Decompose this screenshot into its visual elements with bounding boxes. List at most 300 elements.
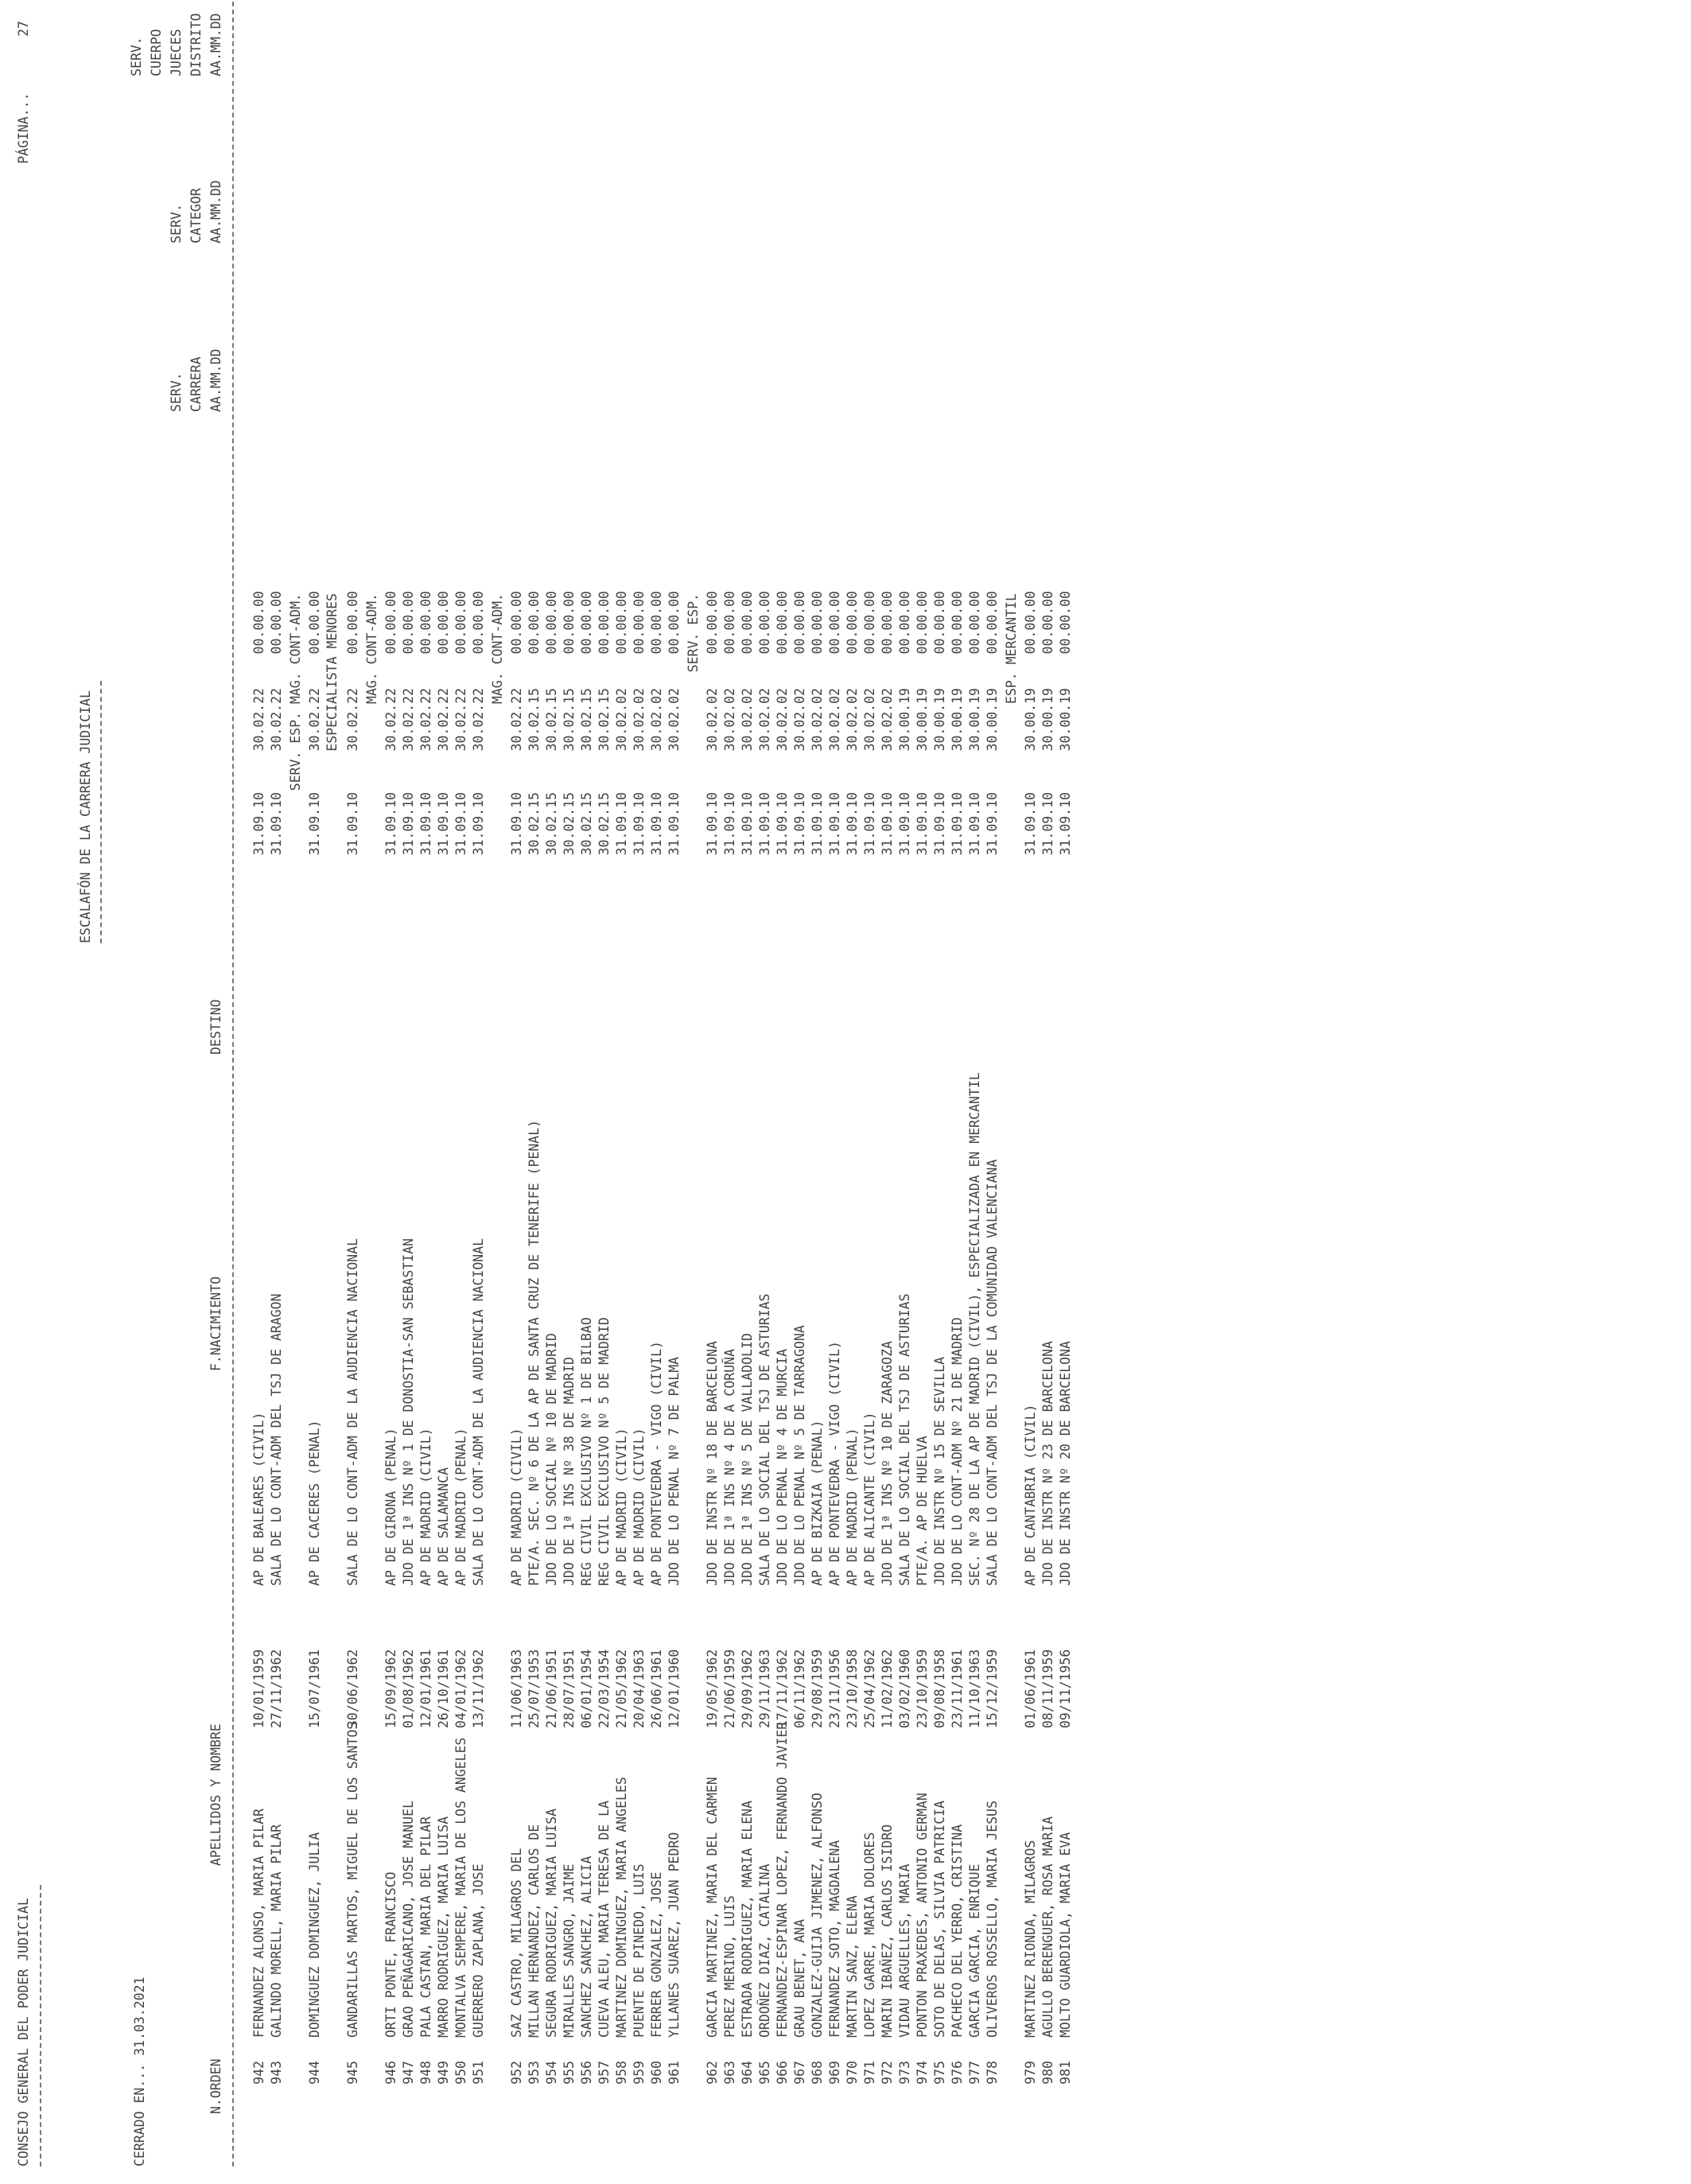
service-corps-cell: 00.00.00: [1023, 591, 1038, 655]
header-c2-line2: CATEGOR: [189, 188, 204, 243]
service-career-cell: 31.09.10: [880, 792, 895, 856]
birth-date-cell: 08/11/1959: [1040, 1649, 1055, 1728]
table-row: [829, 0, 846, 2184]
service-career-cell: 31.09.10: [471, 792, 486, 856]
service-career-cell: 30.02.15: [544, 792, 559, 856]
service-category-cell: 30.02.02: [632, 688, 647, 752]
service-category-cell: 30.02.02: [757, 688, 772, 752]
service-career-cell: 31.09.10: [862, 792, 877, 856]
name-cell: ESTRADA RODRIGUEZ, MARIA ELENA: [740, 1800, 755, 2038]
table-row: [651, 0, 668, 2184]
name-cell: SAZ CASTRO, MILAGROS DEL: [509, 1848, 524, 2038]
service-corps-cell: 00.00.00: [544, 591, 559, 655]
name-cell: GARCIA MARTINEZ, MARIA DEL CARMEN: [705, 1777, 720, 2038]
order-cell: 951: [471, 2061, 486, 2085]
birth-date-cell: 11/10/1963: [967, 1649, 982, 1728]
name-cell: LOPEZ GARRE, MARIA DOLORES: [862, 1832, 877, 2038]
table-row: [724, 0, 741, 2184]
service-category-cell: 30.02.02: [880, 688, 895, 752]
destination-cell: AP DE MADRID (PENAL): [845, 1428, 860, 1586]
header-c1-line2: CARRERA: [189, 356, 204, 412]
table-row: [811, 0, 829, 2184]
order-cell: 981: [1058, 2061, 1073, 2085]
service-category-cell: 30.02.15: [544, 688, 559, 752]
name-cell: DOMINGUEZ DOMINGUEZ, JULIA: [307, 1832, 322, 2038]
order-cell: 952: [509, 2061, 524, 2085]
service-career-cell: 31.09.10: [950, 792, 965, 856]
table-row: [528, 0, 546, 2184]
table-row: [864, 0, 881, 2184]
order-cell: 957: [597, 2061, 612, 2085]
table-row: [794, 0, 811, 2184]
service-career-cell: 30.02.15: [579, 792, 594, 856]
service-category-cell: 30.02.15: [597, 688, 612, 752]
name-cell: MARTIN SANZ, ELENA: [845, 1895, 860, 2038]
table-row: [385, 0, 402, 2184]
order-cell: 976: [950, 2061, 965, 2085]
name-cell: SOTO DE DELAS, SILVIA PATRICIA: [932, 1800, 947, 2038]
service-corps-cell: 00.00.00: [827, 591, 842, 655]
order-cell: 942: [251, 2061, 266, 2085]
org-title: CONSEJO GENERAL DEL PODER JUDICIAL: [16, 1898, 31, 2167]
header-c1-line1: SERV.: [169, 372, 184, 412]
birth-date-cell: 26/10/1961: [436, 1649, 451, 1728]
birth-date-cell: 01/08/1962: [401, 1649, 416, 1728]
order-cell: 975: [932, 2061, 947, 2085]
name-cell: MIRALLES SANGRO, JAIME: [562, 1863, 577, 2038]
name-cell: MOLTO GUARDIOLA, MARIA EVA: [1058, 1832, 1073, 2038]
order-cell: 964: [740, 2061, 755, 2085]
service-career-cell: 31.09.10: [649, 792, 664, 856]
service-corps-cell: 00.00.00: [862, 591, 877, 655]
birth-date-cell: 04/01/1962: [453, 1649, 468, 1728]
service-corps-cell: 00.00.00: [649, 591, 664, 655]
birth-date-cell: 22/03/1954: [597, 1649, 612, 1728]
service-category-cell: 30.00.19: [932, 688, 947, 752]
order-cell: 974: [915, 2061, 930, 2085]
service-career-cell: 31.09.10: [345, 792, 360, 856]
order-cell: 945: [345, 2061, 360, 2085]
name-cell: PACHECO DEL YERRO, CRISTINA: [950, 1824, 965, 2038]
destination-cell: JDO DE 1ª INS Nº 10 DE ZARAGOZA: [880, 1341, 895, 1586]
service-career-cell: 31.09.10: [509, 792, 524, 856]
order-cell: 965: [757, 2061, 772, 2085]
service-category-cell: 30.02.15: [527, 688, 542, 752]
service-career-cell: 31.09.10: [453, 792, 468, 856]
order-cell: 969: [827, 2061, 842, 2085]
table-row: [309, 0, 326, 2184]
service-category-cell: 30.00.19: [1040, 688, 1055, 752]
name-cell: PEREZ MERINO, LUIS: [722, 1895, 737, 2038]
service-corps-cell: 00.00.00: [418, 591, 433, 655]
table-row: [986, 0, 1004, 2184]
service-category-cell: 30.02.22: [401, 688, 416, 752]
destination-cell: JDO DE INSTR Nº 20 DE BARCELONA: [1058, 1341, 1073, 1586]
service-career-cell: 31.09.10: [827, 792, 842, 856]
service-category-cell: 30.02.02: [667, 688, 682, 752]
name-cell: YLLANES SUAREZ, JUAN PEDRO: [667, 1832, 682, 2038]
order-cell: 966: [775, 2061, 790, 2085]
destination-cell: JDO DE 1ª INS Nº 38 DE MADRID: [562, 1356, 577, 1586]
name-cell: MARTINEZ DOMINGUEZ, MARIA ANGELES: [614, 1777, 629, 2038]
name-cell: GRAO PEÑAGARICANO, JOSE MANUEL: [401, 1800, 416, 2038]
name-cell: GRAU BENET, ANA: [792, 1918, 807, 2038]
destination-cell: JDO DE LO PENAL Nº 5 DE TARRAGONA: [792, 1325, 807, 1586]
service-corps-cell: 00.00.00: [757, 591, 772, 655]
birth-date-cell: 21/05/1962: [614, 1649, 629, 1728]
order-cell: 956: [579, 2061, 594, 2085]
service-category-cell: 30.02.22: [509, 688, 524, 752]
service-corps-cell: 00.00.00: [722, 591, 737, 655]
header-c3-line1: SERV.: [129, 37, 144, 76]
name-cell: FERRER GONZALEZ, JOSE: [649, 1871, 664, 2038]
annotation-note: ESPECIALISTA MENORES: [325, 593, 340, 752]
service-corps-cell: 00.00.00: [880, 591, 895, 655]
birth-date-cell: 29/11/1963: [757, 1649, 772, 1728]
destination-cell: SALA DE LO SOCIAL DEL TSJ DE ASTURIAS: [757, 1293, 772, 1586]
service-career-cell: 31.09.10: [705, 792, 720, 856]
destination-cell: JDO DE 1ª INS Nº 1 DE DONOSTIA-SAN SEBASTIAN: [401, 1238, 416, 1586]
service-category-cell: 30.02.02: [792, 688, 807, 752]
annotation-note: SERV. ESP. MAG. CONT-ADM.: [288, 593, 303, 791]
service-corps-cell: 00.00.00: [401, 591, 416, 655]
destination-cell: AP DE PONTEVEDRA - VIGO (CIVIL): [649, 1341, 664, 1586]
table-row: [598, 0, 616, 2184]
birth-date-cell: 23/11/1961: [950, 1649, 965, 1728]
service-category-cell: 30.02.22: [436, 688, 451, 752]
name-cell: AGULLO BERENGUER, ROSA MARIA: [1040, 1816, 1055, 2038]
birth-date-cell: 11/02/1962: [880, 1649, 895, 1728]
service-corps-cell: 00.00.00: [471, 591, 486, 655]
destination-cell: AP DE BALEARES (CIVIL): [251, 1412, 266, 1586]
name-cell: PALA CASTAN, MARIA DEL PILAR: [418, 1816, 433, 2038]
order-cell: 948: [418, 2061, 433, 2085]
header-c3-line4: DISTRITO: [189, 13, 204, 76]
table-row: [776, 0, 794, 2184]
destination-cell: AP DE ALICANTE (CIVIL): [862, 1412, 877, 1586]
birth-date-cell: 15/12/1959: [985, 1649, 1000, 1728]
birth-date-cell: 25/04/1962: [862, 1649, 877, 1728]
name-cell: GARCIA GARCIA, ENRIQUE: [967, 1863, 982, 2038]
birth-date-cell: 20/04/1963: [632, 1649, 647, 1728]
service-category-cell: 30.02.02: [740, 688, 755, 752]
header-rule: [232, 2, 234, 2167]
table-row: [347, 0, 364, 2184]
service-category-cell: 30.02.02: [862, 688, 877, 752]
name-cell: MARIN IBAÑEZ, CARLOS ISIDRO: [880, 1824, 895, 2038]
birth-date-cell: 23/11/1956: [827, 1649, 842, 1728]
order-cell: 968: [810, 2061, 825, 2085]
name-cell: GANDARILLAS MARTOS, MIGUEL DE LOS SANTOS: [345, 1721, 360, 2038]
service-career-cell: 31.09.10: [269, 792, 284, 856]
birth-date-cell: 06/01/1954: [579, 1649, 594, 1728]
order-cell: 947: [401, 2061, 416, 2085]
birth-date-cell: 27/11/1962: [269, 1649, 284, 1728]
service-corps-cell: 00.00.00: [307, 591, 322, 655]
destination-cell: JDO DE INSTR Nº 23 DE BARCELONA: [1040, 1341, 1055, 1586]
birth-date-cell: 01/06/1961: [1023, 1649, 1038, 1728]
service-career-cell: 31.09.10: [915, 792, 930, 856]
birth-date-cell: 17/11/1962: [775, 1649, 790, 1728]
name-cell: ORTI PONTE, FRANCISCO: [383, 1871, 398, 2038]
service-career-cell: 31.09.10: [810, 792, 825, 856]
destination-cell: AP DE PONTEVEDRA - VIGO (CIVIL): [827, 1341, 842, 1586]
table-row: [706, 0, 724, 2184]
service-corps-cell: 00.00.00: [269, 591, 284, 655]
table-row: [969, 0, 986, 2184]
birth-date-cell: 15/07/1961: [307, 1649, 322, 1728]
destination-cell: AP DE BIZKAIA (PENAL): [810, 1420, 825, 1586]
table-row: [437, 0, 455, 2184]
order-cell: 944: [307, 2061, 322, 2085]
name-cell: MARTINEZ RIONDA, MILAGROS: [1023, 1840, 1038, 2038]
table-row: [668, 0, 686, 2184]
order-cell: 958: [614, 2061, 629, 2085]
order-cell: 943: [269, 2061, 284, 2085]
service-career-cell: 31.09.10: [775, 792, 790, 856]
service-corps-cell: 00.00.00: [740, 591, 755, 655]
header-destination: DESTINO: [208, 999, 224, 1055]
service-corps-cell: 00.00.00: [527, 591, 542, 655]
service-career-cell: 31.09.10: [985, 792, 1000, 856]
service-corps-cell: 00.00.00: [775, 591, 790, 655]
table-row: [472, 0, 490, 2184]
name-cell: GALINDO MORELL, MARIA PILAR: [269, 1824, 284, 2038]
table-row: [270, 0, 288, 2184]
birth-date-cell: 11/06/1963: [509, 1649, 524, 1728]
service-category-cell: 30.02.22: [453, 688, 468, 752]
birth-date-cell: 09/08/1958: [932, 1649, 947, 1728]
service-career-cell: 31.09.10: [307, 792, 322, 856]
birth-date-cell: 28/07/1951: [562, 1649, 577, 1728]
service-career-cell: 31.09.10: [757, 792, 772, 856]
order-cell: 962: [705, 2061, 720, 2085]
table-row: [253, 0, 270, 2184]
service-corps-cell: 00.00.00: [932, 591, 947, 655]
service-category-cell: 30.00.19: [950, 688, 965, 752]
destination-cell: AP DE MADRID (CIVIL): [632, 1428, 647, 1586]
service-category-cell: 30.02.22: [307, 688, 322, 752]
service-corps-cell: 00.00.00: [1058, 591, 1073, 655]
table-row: [402, 0, 420, 2184]
destination-cell: SALA DE LO CONT-ADM DEL TSJ DE ARAGON: [269, 1293, 284, 1586]
service-career-cell: 31.09.10: [401, 792, 416, 856]
order-cell: 950: [453, 2061, 468, 2085]
service-category-cell: 30.00.19: [1058, 688, 1073, 752]
name-cell: FERNANDEZ ALONSO, MARIA PILAR: [251, 1808, 266, 2038]
service-corps-cell: 00.00.00: [810, 591, 825, 655]
document-title: ESCALAFÓN DE LA CARRERA JUDICIAL: [78, 690, 93, 943]
service-corps-cell: 00.00.00: [509, 591, 524, 655]
name-cell: OLIVEROS ROSSELLO, MARIA JESUS: [985, 1800, 1000, 2038]
birth-date-cell: 13/11/1962: [471, 1649, 486, 1728]
table-row: [616, 0, 633, 2184]
table-row: [899, 0, 916, 2184]
destination-cell: JDO DE LO SOCIAL Nº 10 DE MADRID: [544, 1333, 559, 1586]
birth-date-cell: 25/07/1953: [527, 1649, 542, 1728]
name-cell: MILLAN HERNANDEZ, CARLOS DE: [527, 1824, 542, 2038]
destination-cell: JDO DE LO CONT-ADM Nº 21 DE MADRID: [950, 1317, 965, 1586]
service-career-cell: 31.09.10: [667, 792, 682, 856]
service-corps-cell: 00.00.00: [345, 591, 360, 655]
service-career-cell: 31.09.10: [1023, 792, 1038, 856]
birth-date-cell: 23/10/1958: [845, 1649, 860, 1728]
table-row: [455, 0, 472, 2184]
service-category-cell: 30.02.15: [562, 688, 577, 752]
name-cell: FERNANDEZ-ESPINAR LOPEZ, FERNANDO JAVIER: [775, 1721, 790, 2038]
destination-cell: AP DE MADRID (CIVIL): [614, 1428, 629, 1586]
birth-date-cell: 21/06/1951: [544, 1649, 559, 1728]
table-row: [563, 0, 581, 2184]
service-career-cell: 30.02.15: [562, 792, 577, 856]
service-category-cell: 30.02.02: [614, 688, 629, 752]
destination-cell: SALA DE LO CONT-ADM DEL TSJ DE LA COMUNIDAD VALENCIANA: [985, 1159, 1000, 1586]
destination-cell: SALA DE LO SOCIAL DEL TSJ DE ASTURIAS: [897, 1293, 912, 1586]
service-career-cell: 31.09.10: [740, 792, 755, 856]
header-order: N.ORDEN: [208, 2058, 224, 2114]
order-cell: 977: [967, 2061, 982, 2085]
birth-date-cell: 15/09/1962: [383, 1649, 398, 1728]
table-row: [1024, 0, 1042, 2184]
table-row: [759, 0, 776, 2184]
name-cell: CUEVA ALEU, MARIA TERESA DE LA: [597, 1800, 612, 2038]
table-row: [741, 0, 759, 2184]
header-c2-line3: AA.MM.DD: [208, 180, 224, 243]
order-cell: 954: [544, 2061, 559, 2085]
service-career-cell: 31.09.10: [632, 792, 647, 856]
service-category-cell: 30.02.02: [845, 688, 860, 752]
service-corps-cell: 00.00.00: [562, 591, 577, 655]
name-cell: PONTON PRAXEDES, ANTONIO GERMAN: [915, 1793, 930, 2038]
name-cell: GONZALEZ-GUIJA JIMENEZ, ALFONSO: [810, 1793, 825, 2038]
destination-cell: SEC. Nº 28 DE LA AP DE MADRID (CIVIL), ESPECIALIZADA EN MERCANTIL: [967, 1072, 982, 1586]
destination-cell: REG CIVIL EXCLUSIVO Nº 1 DE BILBAO: [579, 1317, 594, 1586]
order-cell: 979: [1023, 2061, 1038, 2085]
service-career-cell: 31.09.10: [418, 792, 433, 856]
destination-cell: AP DE CANTABRIA (CIVIL): [1023, 1404, 1038, 1586]
service-category-cell: 30.02.02: [827, 688, 842, 752]
service-corps-cell: 00.00.00: [436, 591, 451, 655]
service-career-cell: 31.09.10: [251, 792, 266, 856]
service-corps-cell: 00.00.00: [845, 591, 860, 655]
title-underline: [100, 681, 102, 943]
closed-date: CERRADO EN... 31.03.2021: [132, 1976, 147, 2167]
birth-date-cell: 12/01/1961: [418, 1649, 433, 1728]
header-c2-line1: SERV.: [169, 204, 184, 243]
table-row: [633, 0, 651, 2184]
service-corps-cell: 00.00.00: [897, 591, 912, 655]
birth-date-cell: 09/11/1956: [1058, 1649, 1073, 1728]
destination-cell: REG CIVIL EXCLUSIVO Nº 5 DE MADRID: [597, 1317, 612, 1586]
table-row: [916, 0, 934, 2184]
name-cell: MONTALVA SEMPERE, MARIA DE LOS ANGELES: [453, 1737, 468, 2038]
service-corps-cell: 00.00.00: [950, 591, 965, 655]
service-corps-cell: 00.00.00: [915, 591, 930, 655]
service-career-cell: 31.09.10: [1058, 792, 1073, 856]
destination-cell: AP DE CACERES (PENAL): [307, 1420, 322, 1586]
service-category-cell: 30.02.15: [579, 688, 594, 752]
service-category-cell: 30.02.22: [418, 688, 433, 752]
service-corps-cell: 00.00.00: [667, 591, 682, 655]
service-corps-cell: 00.00.00: [251, 591, 266, 655]
birth-date-cell: 29/09/1962: [740, 1649, 755, 1728]
name-cell: SANCHEZ SANCHEZ, ALICIA: [579, 1856, 594, 2038]
annotation-note: SERV. ESP.: [686, 593, 701, 673]
table-row: [546, 0, 563, 2184]
service-career-cell: 31.09.10: [897, 792, 912, 856]
table-row: [881, 0, 899, 2184]
service-category-cell: 30.02.02: [649, 688, 664, 752]
header-c3-line2: CUERPO: [149, 29, 164, 76]
service-career-cell: 31.09.10: [967, 792, 982, 856]
order-cell: 973: [897, 2061, 912, 2085]
order-cell: 963: [722, 2061, 737, 2085]
service-corps-cell: 00.00.00: [453, 591, 468, 655]
order-cell: 978: [985, 2061, 1000, 2085]
table-row: [846, 0, 864, 2184]
destination-cell: SALA DE LO CONT-ADM DE LA AUDIENCIA NACIONAL: [471, 1238, 486, 1586]
service-corps-cell: 00.00.00: [579, 591, 594, 655]
header-birth: F.NACIMIENTO: [208, 1276, 224, 1371]
destination-cell: AP DE SALAMANCA: [436, 1467, 451, 1586]
birth-date-cell: 21/06/1959: [722, 1649, 737, 1728]
destination-cell: AP DE GIRONA (PENAL): [383, 1428, 398, 1586]
destination-cell: PTE/A. SEC. Nº 6 DE LA AP DE SANTA CRUZ DE TENERIFE (PENAL): [527, 1119, 542, 1586]
service-corps-cell: 00.00.00: [1040, 591, 1055, 655]
destination-cell: SALA DE LO CONT-ADM DE LA AUDIENCIA NACIONAL: [345, 1238, 360, 1586]
page-number: 27: [16, 21, 31, 37]
table-row: [1042, 0, 1059, 2184]
service-career-cell: 31.09.10: [792, 792, 807, 856]
table-row: [1059, 0, 1077, 2184]
destination-cell: AP DE MADRID (PENAL): [453, 1428, 468, 1586]
service-category-cell: 30.02.02: [722, 688, 737, 752]
service-category-cell: 30.02.02: [705, 688, 720, 752]
name-cell: SEGURA RODRIGUEZ, MARIA LUISA: [544, 1808, 559, 2038]
service-category-cell: 30.02.02: [775, 688, 790, 752]
destination-cell: JDO DE LO PENAL Nº 7 DE PALMA: [667, 1356, 682, 1586]
service-corps-cell: 00.00.00: [614, 591, 629, 655]
annotation-note: MAG. CONT-ADM.: [364, 593, 379, 705]
annotation-note: ESP. MERCANTIL: [1004, 593, 1019, 705]
birth-date-cell: 10/01/1959: [251, 1649, 266, 1728]
service-career-cell: 30.02.15: [527, 792, 542, 856]
birth-date-cell: 06/11/1962: [792, 1649, 807, 1728]
destination-cell: JDO DE 1ª INS Nº 4 DE A CORUÑA: [722, 1348, 737, 1586]
service-category-cell: 30.00.19: [915, 688, 930, 752]
birth-date-cell: 26/06/1961: [649, 1649, 664, 1728]
service-career-cell: 31.09.10: [383, 792, 398, 856]
name-cell: MARRO RODRIGUEZ, MARIA LUISA: [436, 1816, 451, 2038]
service-career-cell: 31.09.10: [614, 792, 629, 856]
org-underline: [40, 1885, 41, 2167]
service-career-cell: 31.09.10: [932, 792, 947, 856]
destination-cell: JDO DE INSTR Nº 15 DE SEVILLA: [932, 1356, 947, 1586]
service-career-cell: 30.02.15: [597, 792, 612, 856]
header-name: APELLIDOS Y NOMBRE: [208, 1723, 224, 1866]
order-cell: 967: [792, 2061, 807, 2085]
name-cell: PUENTE DE PINEDO, LUIS: [632, 1863, 647, 2038]
service-career-cell: 31.09.10: [1040, 792, 1055, 856]
service-corps-cell: 00.00.00: [383, 591, 398, 655]
order-cell: 946: [383, 2061, 398, 2085]
service-category-cell: 30.02.22: [251, 688, 266, 752]
header-c3-line3: JUECES: [169, 29, 184, 76]
order-cell: 972: [880, 2061, 895, 2085]
order-cell: 971: [862, 2061, 877, 2085]
destination-cell: AP DE MADRID (CIVIL): [418, 1428, 433, 1586]
service-corps-cell: 00.00.00: [967, 591, 982, 655]
